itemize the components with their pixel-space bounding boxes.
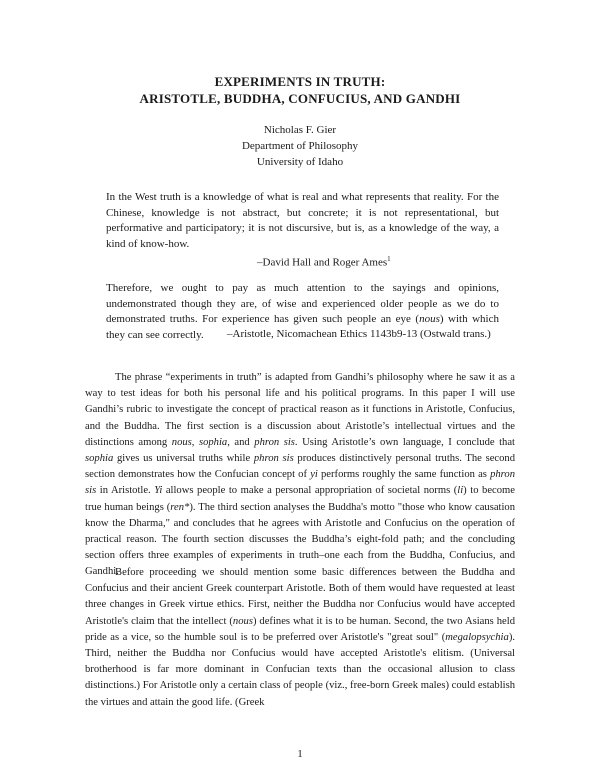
page-number: 1 (297, 748, 303, 760)
body-paragraph-1: The phrase “experiments in truth” is adapted from Gandhi’s philosophy where he saw it as a way to test ideas for both his personal life and his political programs. In this paper I will use Gandhi’s rubric to investigate the concept of practical reason as it functions in Aristotle, Confucius, and the Buddha. The first section is a discussion about Aristotle’s intellectual virtues and the distinctions among nous, sophia, and phron sis. Using Aristotle’s own language, I conclude that sophia gives us universal truths while phron sis produces distinctively personal truths. The second section demonstrates how the Confucian concept of yi performs roughly the same function as phron sis in Aristotle. Yi allows people to make a personal appropriation of societal norms (li) to become true human beings (ren*). The third section analyses the Buddha's motto "those who know causation know the Dharma," and concludes that he agrees with Aristotle and Confucius on the operation of practical reason. The fourth section discusses the Buddha’s eight-fold path; and the concluding section offers three examples of experiments in truth–one each from the Buddha, Confucius, and Gandhi. (85, 372, 515, 578)
title-line-2: ARISTOTLE, BUDDHA, CONFUCIUS, AND GANDHI (139, 91, 461, 106)
author-block (0, 122, 600, 170)
body-paragraph-2: Before proceeding we should mention some basic differences between the Buddha and Confucius and their ancient Greek counterpart Aristotle. Both of them would have requested at least three changes in Greek virtue ethics. First, neither the Buddha nor Confucius would have accepted Aristotle's claim that the intellect (nous) defines what it is to be human. Second, the two Asians held pride as a vice, so the humble soul is to be preferred over Aristotle's "great soul" (megalopsychia). Third, neither the Buddha nor Confucius would have accepted Aristotle's elitism. (Universal brotherhood is far more dominant in Confucian texts than the occasional allusion to class distinctions.) For Aristotle only a certain class of people (viz., free-born Greek males) could establish the virtues and attain the good life. (Greek (85, 567, 516, 708)
epigraph-2-attribution: –Aristotle, Nicomachean Ethics 1143b9-13 (Ostwald trans.) (227, 328, 491, 340)
footnote-mark[interactable]: 1 (387, 255, 391, 263)
epigraph-2: Therefore, we ought to pay as much attention to the sayings and opinions, undemonstrated though they are, of wise and experienced older people as we do to demonstrated truths. For experience has given such people an eye (nous) with which they can see correctly. (106, 282, 499, 341)
epigraph-1-attribution: –David Hall and Roger Ames$^1$ (257, 255, 391, 269)
author-university: University of Idaho (256, 156, 344, 168)
title-line-1: EXPERIMENTS IN TRUTH: (214, 74, 386, 89)
epigraph-1: In the West truth is a knowledge of what is real and what represents that reality. For the Chinese, knowledge is not abstract, but concrete; it is not representational, but performative and participatory; it is not discursive, but is, as a knowledge of the way, a kind of know-how. (106, 191, 499, 250)
author-department: Department of Philosophy (241, 140, 359, 152)
author-name: Nicholas F. Gier (263, 124, 337, 136)
